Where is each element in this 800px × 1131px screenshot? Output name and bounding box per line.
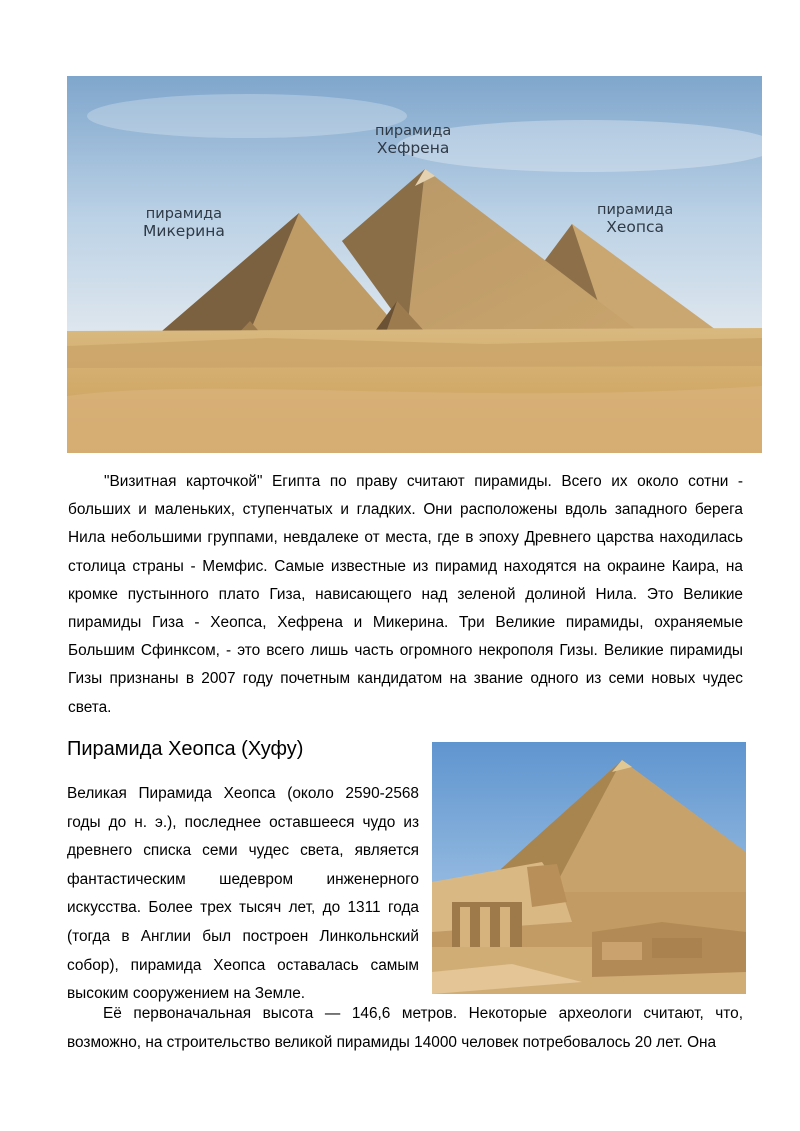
section-title: Пирамида Хеопса (Хуфу) [67, 738, 304, 760]
khufu-pyramid-illustration [432, 742, 746, 994]
height-text [67, 1000, 743, 1057]
mykerinos-label-line2: Микерина [143, 222, 225, 240]
khafre-label-line2: Хефрена [376, 139, 450, 157]
khafre-label-line1: пирамида [375, 123, 452, 139]
mykerinos-label [143, 206, 225, 240]
khufu-pyramid-photo [432, 742, 746, 994]
intro-paragraph: "Визитная карточкой" Египта по праву считают пирамиды. Всего их около сотни - больших и маленьких, ступенчатых и гладких. Они расположены вдоль западного берега Нила небольшими группами, невдалеке от места, где в эпоху Древнего царства находилась столица страны - Мемфис. Самые известные из пирамид находятся на окраине Каира, на кромке пустынного плато Гиза, нависающего над зеленой долиной Нила. Это Великие пирамиды Гиза - Хеопса, Хефрена и Микерина. Три Великие пирамиды, охраняемые Большим Сфинксом, - это всего лишь часть огромного некрополя Гизы. Великие пирамиды Гизы признаны в 2007 году почетным кандидатом на звание одного из семи новых чудес света. [68, 473, 743, 716]
intro-text [68, 468, 743, 722]
mykerinos-label-line1: пирамида [145, 206, 223, 222]
khafre-label [375, 123, 451, 157]
khufu-label-line1: пирамида [597, 202, 674, 218]
khufu-label-line2: Хеопса [606, 218, 665, 236]
khufu-label [597, 202, 673, 236]
height-paragraph: Её первоначальная высота — 146,6 метров. Некоторые археологи считают, что, возможно, на строительство великой пирамиды 14000 человек потребовалось 20 лет. Она [67, 1005, 743, 1051]
section-text [67, 780, 419, 1009]
section-paragraph: Великая Пирамида Хеопса (около 2590-2568 годы до н. э.), последнее оставшееся чудо из древнего списка семи чудес света, является фантастическим шедевром инженерного искусства. Более трех тысяч лет, до 1311 года (тогда в Англии был построен Линкольнский собор), пирамида Хеопса оставалась самым высоким сооружением на Земле. [67, 785, 419, 1003]
giza-pyramids-photo [67, 76, 762, 453]
